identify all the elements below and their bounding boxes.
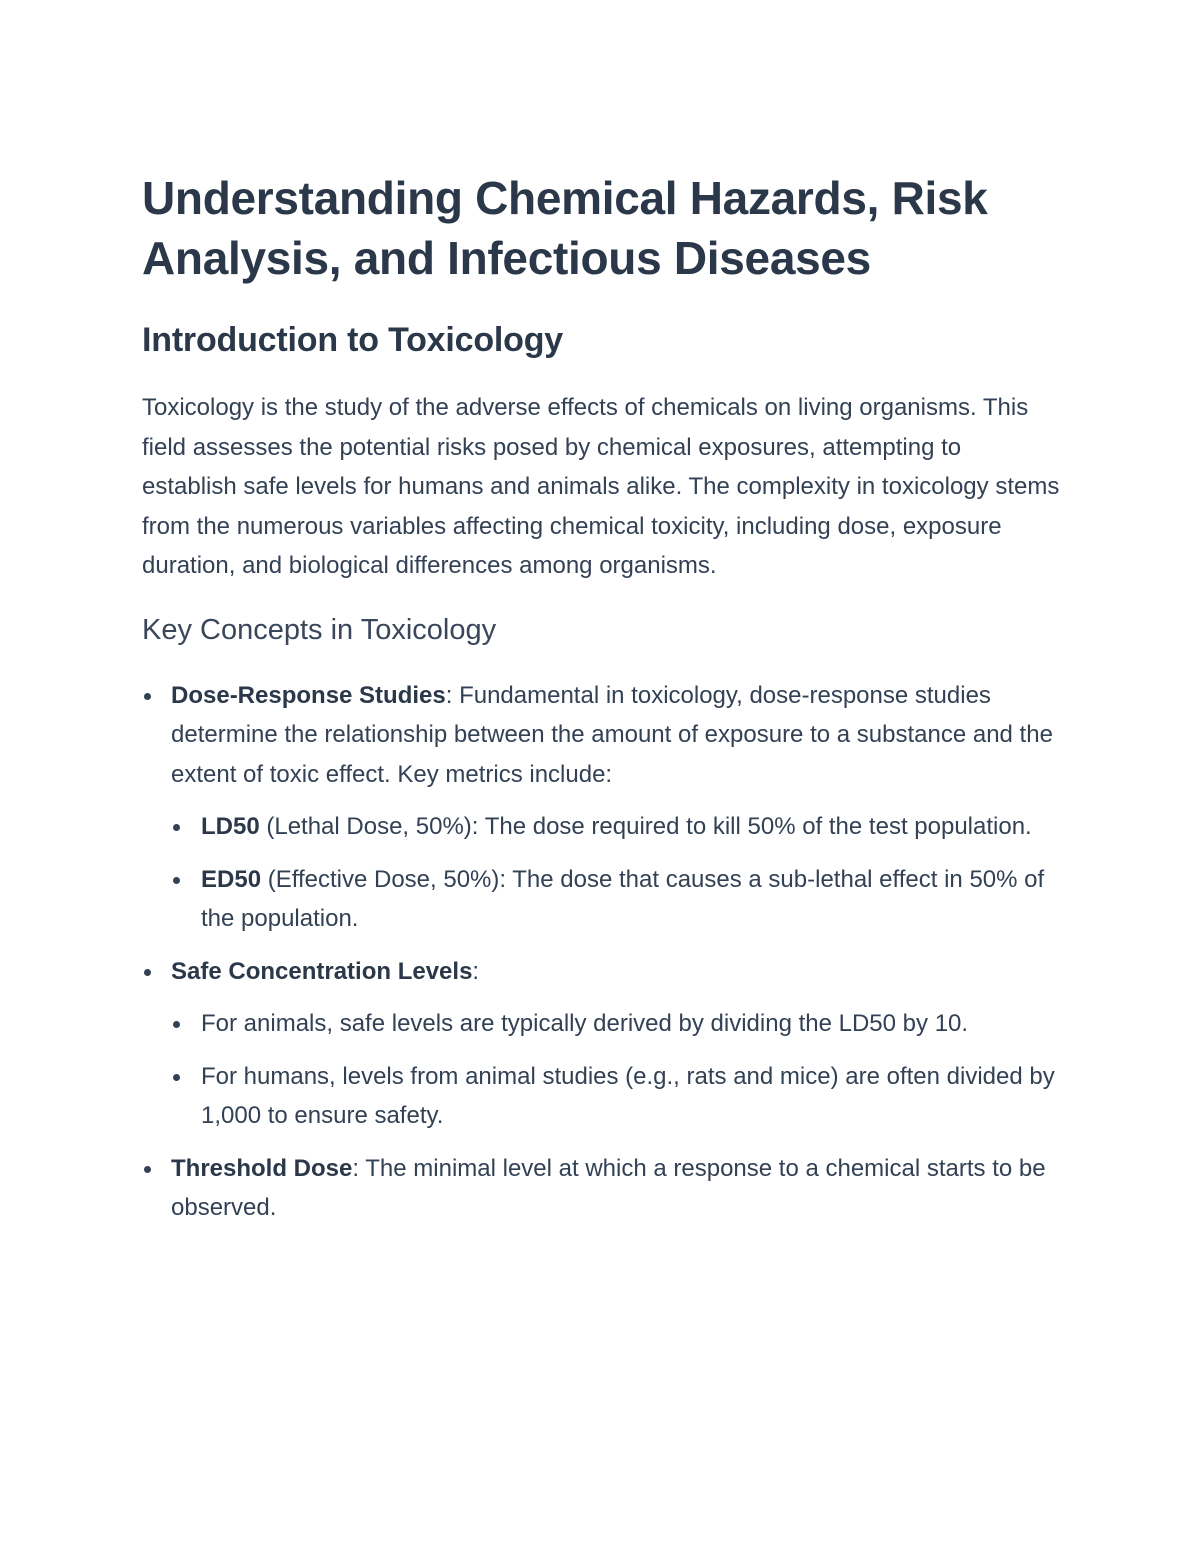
- list-item-safe-concentration: [142, 952, 1062, 1136]
- key-concepts-list: [142, 676, 1062, 1228]
- intro-paragraph: Toxicology is the study of the adverse effects of chemicals on living organisms. This field assesses the potential risks posed by chemical exposures, attempting to establish safe levels for humans and animals alike. The complexity in toxicology stems from the numerous variables affecting chemical toxicity, including dose, exposure duration, and biological differences among organisms.: [142, 394, 1060, 579]
- item-text: (Effective Dose, 50%): The dose that causes a sub-lethal effect in 50% of the population.: [201, 865, 1045, 932]
- term-dose-response: Dose-Response Studies: [171, 681, 446, 709]
- safe-levels-list: [171, 1004, 1062, 1136]
- bullet-icon: [144, 969, 151, 976]
- list-item-threshold-dose: [142, 1149, 1062, 1228]
- list-item-ed50: [171, 860, 1062, 939]
- item-text: : The minimal level at which a response to a chemical starts to be observed.: [171, 1154, 1046, 1221]
- document-page: [142, 168, 1062, 1241]
- list-item-humans: [171, 1057, 1062, 1136]
- bullet-icon: [173, 877, 180, 884]
- section-title: Introduction to Toxicology: [142, 321, 564, 359]
- bullet-icon: [144, 693, 151, 700]
- bullet-icon: [173, 824, 180, 831]
- term-safe-concentration: Safe Concentration Levels: [171, 957, 473, 985]
- list-item-animals: [171, 1004, 1062, 1044]
- term-ld50: LD50: [201, 813, 260, 840]
- item-text: (Lethal Dose, 50%): The dose required to kill 50% of the test population.: [259, 813, 1032, 840]
- list-item-ld50: [171, 807, 1062, 847]
- bullet-icon: [144, 1166, 151, 1173]
- list-item-dose-response: [142, 676, 1062, 939]
- bullet-icon: [173, 1021, 180, 1028]
- subsection-title: Key Concepts in Toxicology: [142, 613, 497, 646]
- item-text: For humans, levels from animal studies (e.g., rats and mice) are often divided by 1,000 to ensure safety.: [201, 1062, 1055, 1129]
- document-title: Understanding Chemical Hazards, Risk Analysis, and Infectious Diseases: [142, 172, 988, 284]
- bullet-icon: [173, 1074, 180, 1081]
- item-text: For animals, safe levels are typically derived by dividing the LD50 by 10.: [201, 1010, 969, 1037]
- item-text: : Fundamental in toxicology, dose-response studies determine the relationship between the amount of exposure to a substance and the extent of toxic effect. Key metrics include:: [171, 681, 1053, 788]
- item-text: :: [472, 957, 480, 985]
- term-ed50: ED50: [201, 865, 262, 893]
- term-threshold-dose: Threshold Dose: [171, 1154, 353, 1182]
- dose-metrics-list: [171, 807, 1062, 939]
